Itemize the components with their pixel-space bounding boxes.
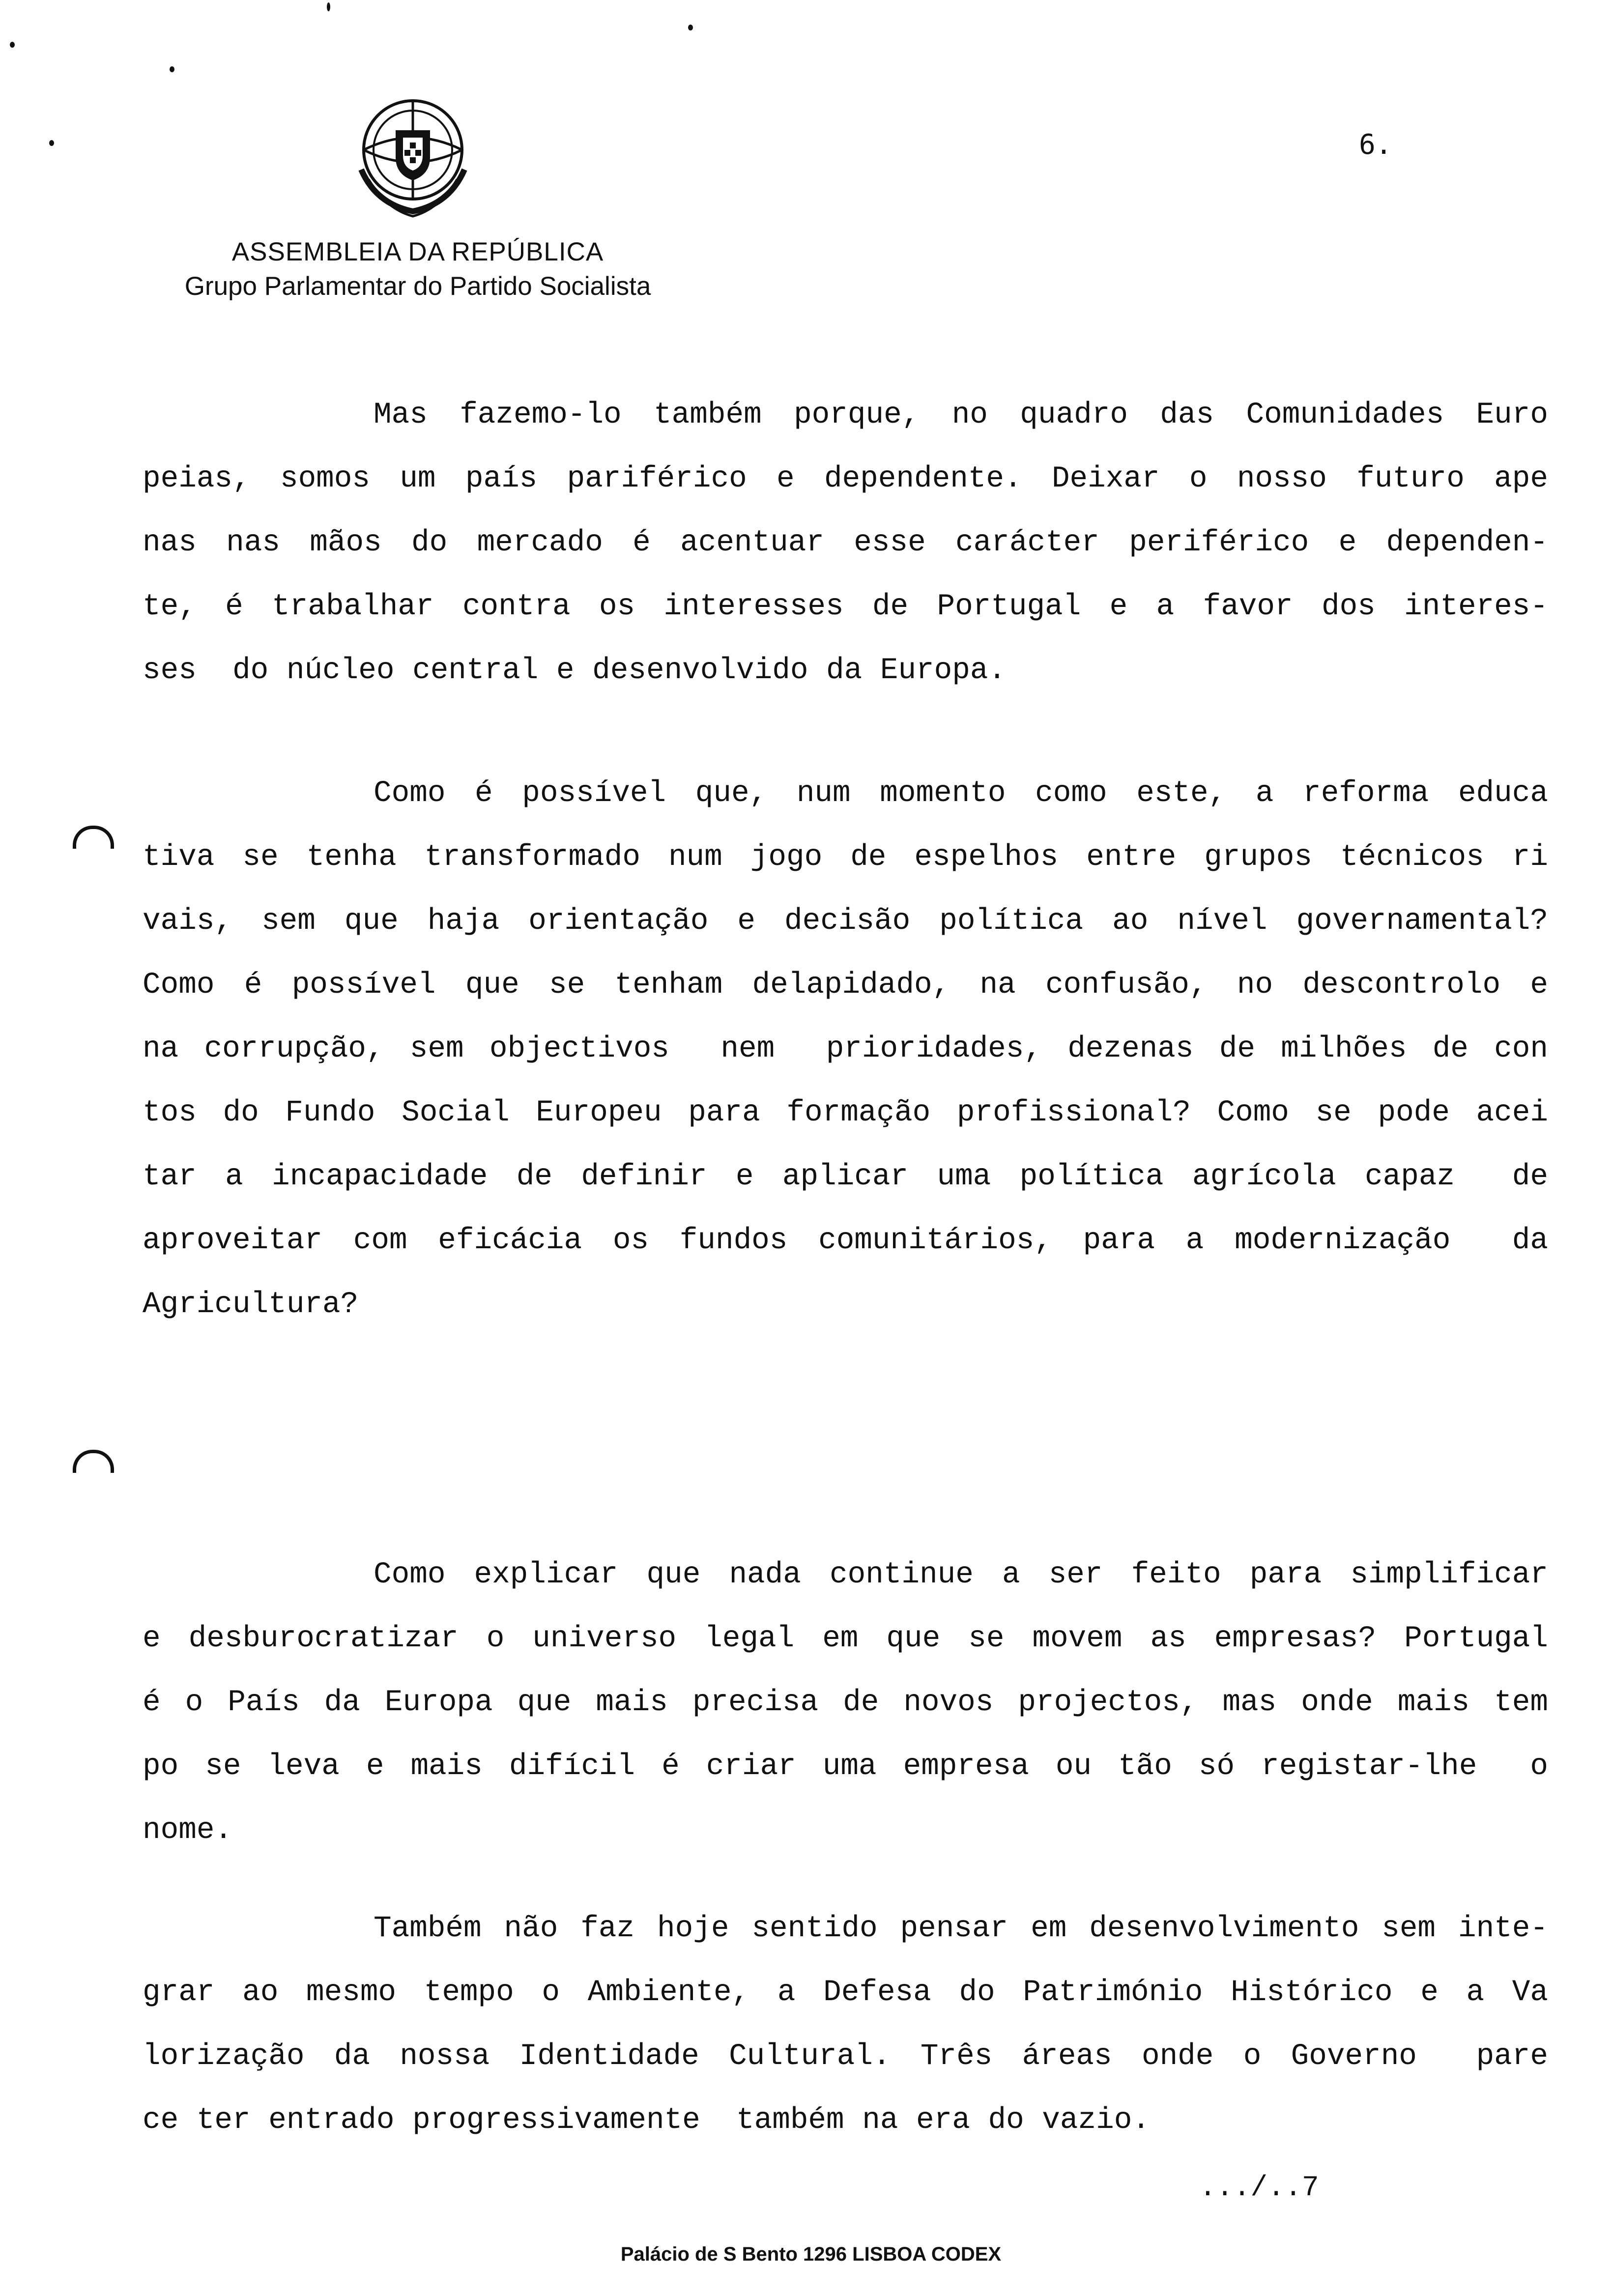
scan-speck bbox=[49, 140, 54, 146]
margin-bracket-mark bbox=[73, 826, 114, 849]
text-line: é o País da Europa que mais precisa de novos projectos, mas onde mais tem bbox=[143, 1686, 1548, 1720]
scan-speck bbox=[327, 2, 330, 11]
page-number: 6. bbox=[1359, 129, 1392, 161]
continuation-marker: .../..7 bbox=[1199, 2172, 1319, 2204]
text-line: peias, somos um país pariférico e dependente. Deixar o nosso futuro ape bbox=[143, 462, 1548, 496]
text-line: Como explicar que nada continue a ser feito para simplificar bbox=[374, 1558, 1548, 1592]
text-line: na corrupção, sem objectivos nem prioridades, dezenas de milhões de con bbox=[143, 1032, 1548, 1066]
text-line: Também não faz hoje sentido pensar em desenvolvimento sem inte- bbox=[374, 1912, 1548, 1946]
scan-speck bbox=[170, 66, 174, 72]
text-line: ses do núcleo central e desenvolvido da Europa. bbox=[143, 654, 1007, 688]
text-line: vais, sem que haja orientação e decisão política ao nível governamental? bbox=[143, 904, 1548, 938]
scan-speck bbox=[10, 42, 15, 48]
text-line: tiva se tenha transformado num jogo de espelhos entre grupos técnicos ri bbox=[143, 840, 1548, 874]
text-line: Como é possível que, num momento como este, a reforma educa bbox=[374, 776, 1548, 810]
margin-bracket-mark bbox=[73, 1450, 114, 1473]
coat-of-arms-icon bbox=[351, 96, 474, 229]
text-line: lorização da nossa Identidade Cultural. Três áreas onde o Governo pare bbox=[143, 2039, 1548, 2073]
text-line: po se leva e mais difícil é criar uma empresa ou tão só registar-lhe o bbox=[143, 1750, 1548, 1783]
text-line: e desburocratizar o universo legal em que se movem as empresas? Portugal bbox=[143, 1622, 1548, 1656]
text-line: Como é possível que se tenham delapidado, na confusão, no descontrolo e bbox=[143, 968, 1548, 1002]
text-line: aproveitar com eficácia os fundos comunitários, para a modernização da bbox=[143, 1224, 1548, 1258]
text-line: Mas fazemo-lo também porque, no quadro das Comunidades Euro bbox=[374, 398, 1548, 432]
text-line: tos do Fundo Social Europeu para formação profissional? Como se pode acei bbox=[143, 1096, 1548, 1130]
text-line: nas nas mãos do mercado é acentuar esse carácter periférico e dependen- bbox=[143, 526, 1548, 560]
text-line: ce ter entrado progressivamente também na era do vazio. bbox=[143, 2103, 1150, 2137]
text-line: tar a incapacidade de definir e aplicar uma política agrícola capaz de bbox=[143, 1160, 1548, 1194]
footer-address: Palácio de S Bento 1296 LISBOA CODEX bbox=[620, 2243, 1002, 2265]
organization-group: Grupo Parlamentar do Partido Socialista bbox=[184, 272, 651, 301]
text-line: te, é trabalhar contra os interesses de Portugal e a favor dos interes- bbox=[143, 590, 1548, 624]
organization-name: ASSEMBLEIA DA REPÚBLICA bbox=[231, 237, 604, 266]
scan-speck bbox=[688, 25, 693, 30]
text-line: Agricultura? bbox=[143, 1288, 359, 1321]
text-line: nome. bbox=[143, 1813, 233, 1847]
text-line: grar ao mesmo tempo o Ambiente, a Defesa do Património Histórico e a Va bbox=[143, 1976, 1548, 2009]
